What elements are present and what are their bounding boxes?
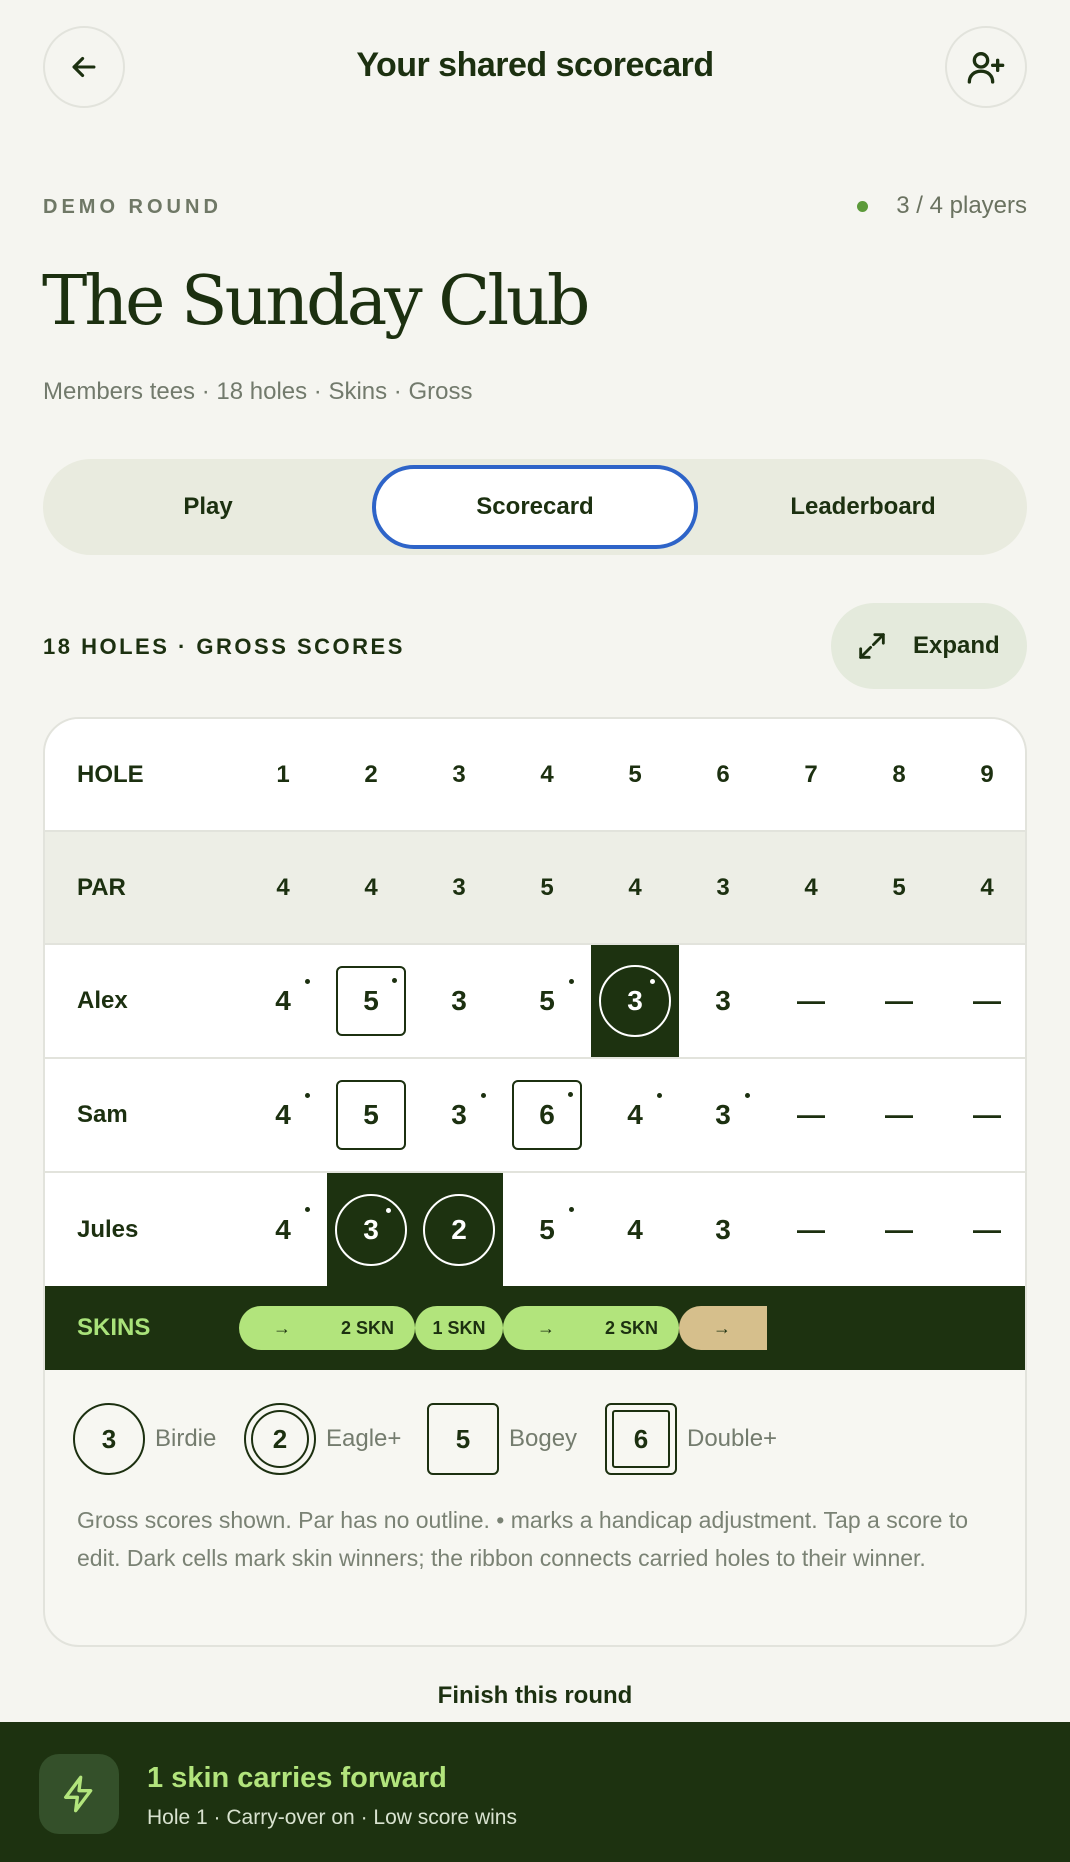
score-cell[interactable]: [943, 1059, 1027, 1171]
expand-icon: [855, 629, 889, 663]
score-cell[interactable]: [767, 1173, 855, 1287]
hole-number: 9: [980, 760, 994, 788]
score-cell[interactable]: [415, 945, 503, 1057]
legend-label: Bogey: [509, 1425, 578, 1452]
score-value: 3: [363, 1214, 379, 1245]
legend-value: 6: [612, 1410, 670, 1468]
score-cell[interactable]: [239, 945, 327, 1057]
score-value: 5: [363, 985, 379, 1016]
hole-number: 7: [804, 760, 818, 788]
par-value: 4: [804, 873, 818, 901]
score-value: 4: [275, 1214, 291, 1245]
status-dot: [857, 201, 868, 212]
score-value: 4: [275, 985, 291, 1016]
handicap-dot: [392, 978, 397, 983]
players-count: [857, 192, 1027, 220]
lightning-icon: [59, 1774, 99, 1814]
skin-count: 1 SKN: [432, 1317, 486, 1338]
bogey-mark: [336, 966, 406, 1036]
score-cell[interactable]: [943, 1173, 1027, 1287]
page-title: Your shared scorecard: [356, 46, 714, 84]
score-cell[interactable]: [855, 1173, 943, 1287]
lightning-icon-wrap: [39, 1754, 119, 1834]
round-eyebrow: DEMO ROUND: [43, 196, 222, 218]
par-value: 3: [716, 873, 730, 901]
birdie-mark: [423, 1194, 495, 1266]
section-label: 18 HOLES · GROSS SCORES: [43, 634, 405, 659]
score-cell[interactable]: [943, 945, 1027, 1057]
hole-number: 2: [364, 760, 378, 788]
score-cell[interactable]: [327, 1059, 415, 1171]
score-cell[interactable]: [503, 1173, 591, 1287]
scorecard-card: [43, 717, 1027, 1647]
score-cell-winner[interactable]: [591, 945, 679, 1057]
skin-ribbon: [503, 1306, 679, 1350]
score-cell[interactable]: [239, 1059, 327, 1171]
legend-eagle: [244, 1403, 401, 1475]
handicap-dot: [569, 979, 574, 984]
finish-round-link[interactable]: Finish this round: [437, 1682, 633, 1709]
handicap-dot: [305, 979, 310, 984]
player-row: [45, 945, 1025, 1059]
score-value: 5: [363, 1099, 379, 1130]
score-value: —: [973, 1214, 1001, 1245]
score-value: 3: [451, 985, 467, 1016]
score-cell[interactable]: [327, 945, 415, 1057]
double-bogey-mark: [605, 1403, 677, 1475]
hole-number: 6: [716, 760, 730, 788]
score-value: 5: [539, 985, 555, 1016]
carry-arrow-icon: →: [537, 1317, 555, 1338]
skins-label: SKINS: [77, 1314, 151, 1341]
score-value: —: [973, 1099, 1001, 1130]
tab-leaderboard[interactable]: Leaderboard: [790, 493, 936, 520]
player-name: Jules: [77, 1216, 139, 1243]
banner-subtitle: Hole 1 · Carry-over on · Low score wins: [147, 1806, 517, 1829]
skin-count: 2 SKN: [605, 1317, 659, 1338]
score-value: —: [797, 1099, 825, 1130]
legend-value: 2: [251, 1410, 309, 1468]
score-value: 3: [627, 985, 643, 1016]
handicap-dot: [305, 1207, 310, 1212]
par-value: 4: [364, 873, 378, 901]
skins-row: [45, 1286, 1025, 1370]
banner-title: 1 skin carries forward: [147, 1762, 447, 1794]
score-cell[interactable]: [591, 1059, 679, 1171]
score-cell[interactable]: [503, 1059, 591, 1171]
score-value: 4: [275, 1099, 291, 1130]
score-value: 5: [539, 1214, 555, 1245]
legend-label: Birdie: [155, 1425, 217, 1452]
player-name: Sam: [77, 1101, 128, 1128]
score-cell[interactable]: [591, 1173, 679, 1287]
eagle-mark: [244, 1403, 316, 1475]
players-count-label: 3 / 4 players: [896, 192, 1027, 219]
birdie-mark: [599, 965, 671, 1037]
round-meta: Members tees · 18 holes · Skins · Gross: [43, 378, 473, 405]
handicap-dot: [568, 1092, 573, 1097]
user-plus-icon: [966, 47, 1006, 87]
carry-ribbon: [679, 1306, 767, 1350]
score-cell[interactable]: [855, 945, 943, 1057]
handicap-dot: [305, 1093, 310, 1098]
player-row: [45, 1173, 1025, 1287]
legend-label: Double+: [687, 1425, 778, 1452]
handicap-dot: [650, 979, 655, 984]
score-value: —: [885, 985, 913, 1016]
score-value: 4: [627, 1099, 643, 1130]
tab-play[interactable]: Play: [183, 493, 233, 520]
hole-number: 8: [892, 760, 906, 788]
handicap-dot: [386, 1208, 391, 1213]
score-value: 3: [715, 1214, 731, 1245]
hole-number: 4: [540, 760, 554, 788]
score-cell[interactable]: [679, 1173, 767, 1287]
score-value: —: [885, 1099, 913, 1130]
score-cell[interactable]: [679, 1059, 767, 1171]
par-value: 4: [980, 873, 994, 901]
handicap-dot: [657, 1093, 662, 1098]
par-label: PAR: [77, 873, 126, 901]
par-value: 5: [540, 873, 554, 901]
score-value: 6: [539, 1099, 555, 1130]
score-value: 2: [451, 1214, 467, 1245]
score-cell[interactable]: [503, 945, 591, 1057]
bogey-mark: [336, 1080, 406, 1150]
birdie-mark: [335, 1194, 407, 1266]
carry-arrow-icon: →: [713, 1317, 731, 1338]
handicap-dot: [745, 1093, 750, 1098]
score-value: —: [797, 1214, 825, 1245]
legend-label: Eagle+: [326, 1425, 402, 1452]
player-name: Alex: [77, 987, 128, 1014]
skin-count: 2 SKN: [341, 1317, 395, 1338]
bogey-mark: 5: [427, 1403, 499, 1475]
par-value: 4: [276, 873, 290, 901]
double-bogey-mark: [512, 1080, 582, 1150]
handicap-dot: [569, 1207, 574, 1212]
score-cell-winner[interactable]: [415, 1173, 503, 1287]
add-player-button[interactable]: [945, 26, 1027, 108]
skin-ribbon: [415, 1306, 503, 1350]
score-value: 3: [715, 985, 731, 1016]
score-cell[interactable]: [767, 945, 855, 1057]
tab-scorecard[interactable]: Scorecard: [372, 465, 698, 549]
score-value: 3: [715, 1099, 731, 1130]
score-value: —: [973, 985, 1001, 1016]
score-cell[interactable]: [679, 945, 767, 1057]
view-tabs: [43, 459, 1027, 555]
par-value: 3: [452, 873, 466, 901]
expand-button[interactable]: [831, 603, 1027, 689]
hole-label: HOLE: [77, 760, 144, 788]
hole-number: 5: [628, 760, 642, 788]
carry-arrow-icon: →: [273, 1317, 291, 1338]
hole-number: 1: [276, 760, 290, 788]
score-value: —: [885, 1214, 913, 1245]
score-value: —: [797, 985, 825, 1016]
scorecard-note: Gross scores shown. Par has no outline. • marks a handicap adjustment. Tap a score to edit. Dark cells mark skin winners; the ribbon connects carried holes to their winner.: [77, 1507, 969, 1571]
hole-number: 3: [452, 760, 466, 788]
par-value: 4: [628, 873, 642, 901]
score-cell-winner[interactable]: [327, 1173, 415, 1287]
par-value: 5: [892, 873, 906, 901]
player-row: [45, 1059, 1025, 1173]
expand-label: Expand: [913, 632, 1000, 659]
legend-birdie: [73, 1403, 216, 1475]
score-value: 4: [627, 1214, 643, 1245]
round-name: The Sunday Club: [42, 262, 588, 341]
birdie-mark: 3: [73, 1403, 145, 1475]
hole-row: [45, 719, 1025, 832]
par-row: [45, 832, 1025, 945]
score-cell[interactable]: [239, 1173, 327, 1287]
legend-bogey: [427, 1403, 577, 1475]
legend-double: [605, 1403, 777, 1475]
handicap-dot: [481, 1093, 486, 1098]
score-value: 3: [451, 1099, 467, 1130]
score-cell[interactable]: [767, 1059, 855, 1171]
skin-ribbon: [239, 1306, 415, 1350]
score-cell[interactable]: [855, 1059, 943, 1171]
carry-banner[interactable]: [0, 1722, 1070, 1862]
score-cell[interactable]: [415, 1059, 503, 1171]
